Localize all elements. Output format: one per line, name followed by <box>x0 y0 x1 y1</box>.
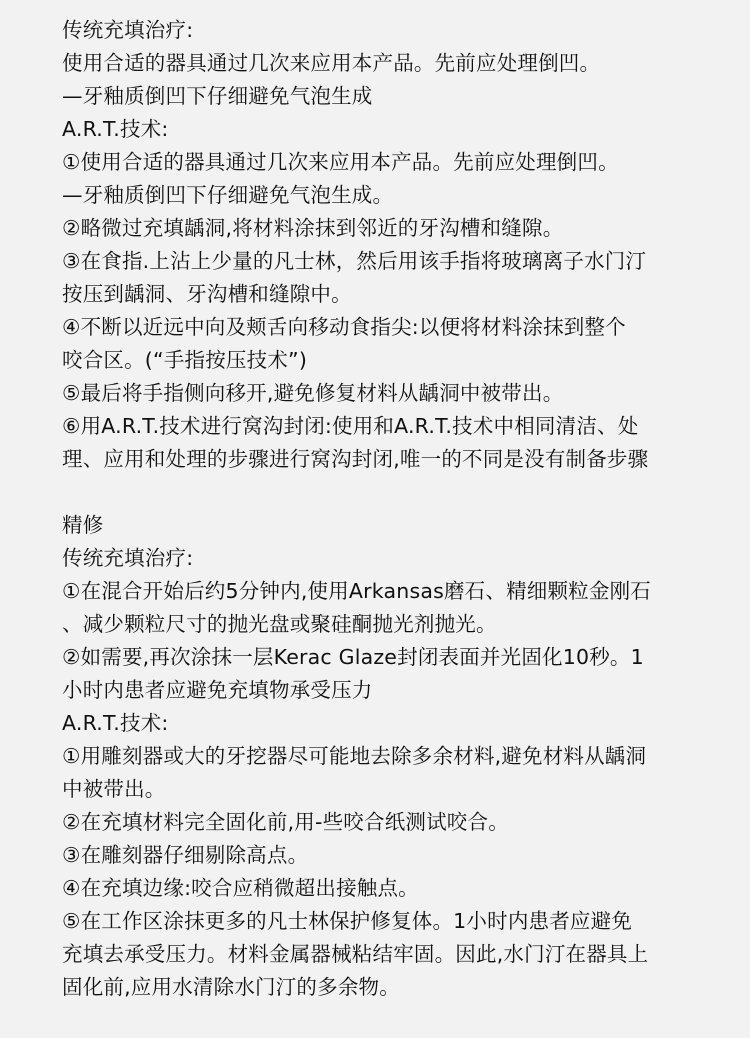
paragraph-line: —牙釉质倒凹下仔细避免气泡生成。 <box>62 183 394 207</box>
paragraph-line: ②略微过充填龋洞,将材料涂抹到邻近的牙沟槽和缝隙。 <box>62 216 564 240</box>
paragraph-line: 小时内患者应避免充填物承受压力 <box>62 678 373 702</box>
paragraph-line: ⑤最后将手指侧向移开,避免修复材料从龋洞中被带出。 <box>62 381 564 405</box>
paragraph-line: ①用雕刻器或大的牙挖器尽可能地去除多余材料,避免材料从龋洞 <box>62 744 647 768</box>
paragraph-line: ⑥用A.R.T.技术进行窝沟封闭:使用和A.R.T.技术中相同清洁、处 <box>62 414 639 438</box>
paragraph-line: 按压到龋洞、牙沟槽和缝隙中。 <box>62 282 352 306</box>
paragraph-line: ②如需要,再次涂抹一层Kerac Glaze封闭表面并光固化10秒。1 <box>62 645 644 669</box>
paragraph-line: —牙釉质倒凹下仔细避免气泡生成 <box>62 84 373 108</box>
paragraph-line: ③在雕刻器仔细剔除高点。 <box>62 843 309 867</box>
paragraph-line: ④在充填边缘:咬合应稍微超出接触点。 <box>62 876 419 900</box>
traditional-filling-heading: 传统充填治疗: <box>62 546 194 570</box>
paragraph-line: 固化前,应用水清除水门汀的多余物。 <box>62 975 400 999</box>
paragraph-line: ③在食指.上沾上少量的凡士林，然后用该手指将玻璃离子水门汀 <box>62 249 647 273</box>
paragraph-line: ①在混合开始后约5分钟内,使用Arkansas磨石、精细颗粒金刚石 <box>62 579 651 603</box>
paragraph-line: 充填去承受压力。材料金属器械粘结牢固。因此,水门汀在器具上 <box>62 942 649 966</box>
paragraph-line: 理、应用和处理的步骤进行窝沟封闭,唯一的不同是没有制备步骤 <box>62 447 649 471</box>
paragraph-line: ②在充填材料完全固化前,用-些咬合纸测试咬合。 <box>62 810 509 834</box>
paragraph-line: ④不断以近远中向及颊舌向移动食指尖:以便将材料涂抹到整个 <box>62 315 626 339</box>
document-body <box>62 14 742 1004</box>
art-technique-heading: A.R.T.技术: <box>62 711 169 735</box>
art-technique-heading: A.R.T.技术: <box>62 117 169 141</box>
traditional-filling-heading: 传统充填治疗: <box>62 18 194 42</box>
paragraph-line: 咬合区。(“手指按压技术”) <box>62 348 308 372</box>
paragraph-line: 、减少颗粒尺寸的抛光盘或聚硅酮抛光剂抛光。 <box>62 612 497 636</box>
paragraph-line: 使用合适的器具通过几次来应用本产品。先前应处理倒凹。 <box>62 51 601 75</box>
paragraph-line: ⑤在工作区涂抹更多的凡士林保护修复体。1小时内患者应避免 <box>62 909 633 933</box>
section-spacer <box>62 476 742 509</box>
paragraph-line: ①使用合适的器具通过几次来应用本产品。先前应处理倒凹。 <box>62 150 619 174</box>
paragraph-line: 中被带出。 <box>62 777 166 801</box>
finishing-section-title: 精修 <box>62 513 104 537</box>
